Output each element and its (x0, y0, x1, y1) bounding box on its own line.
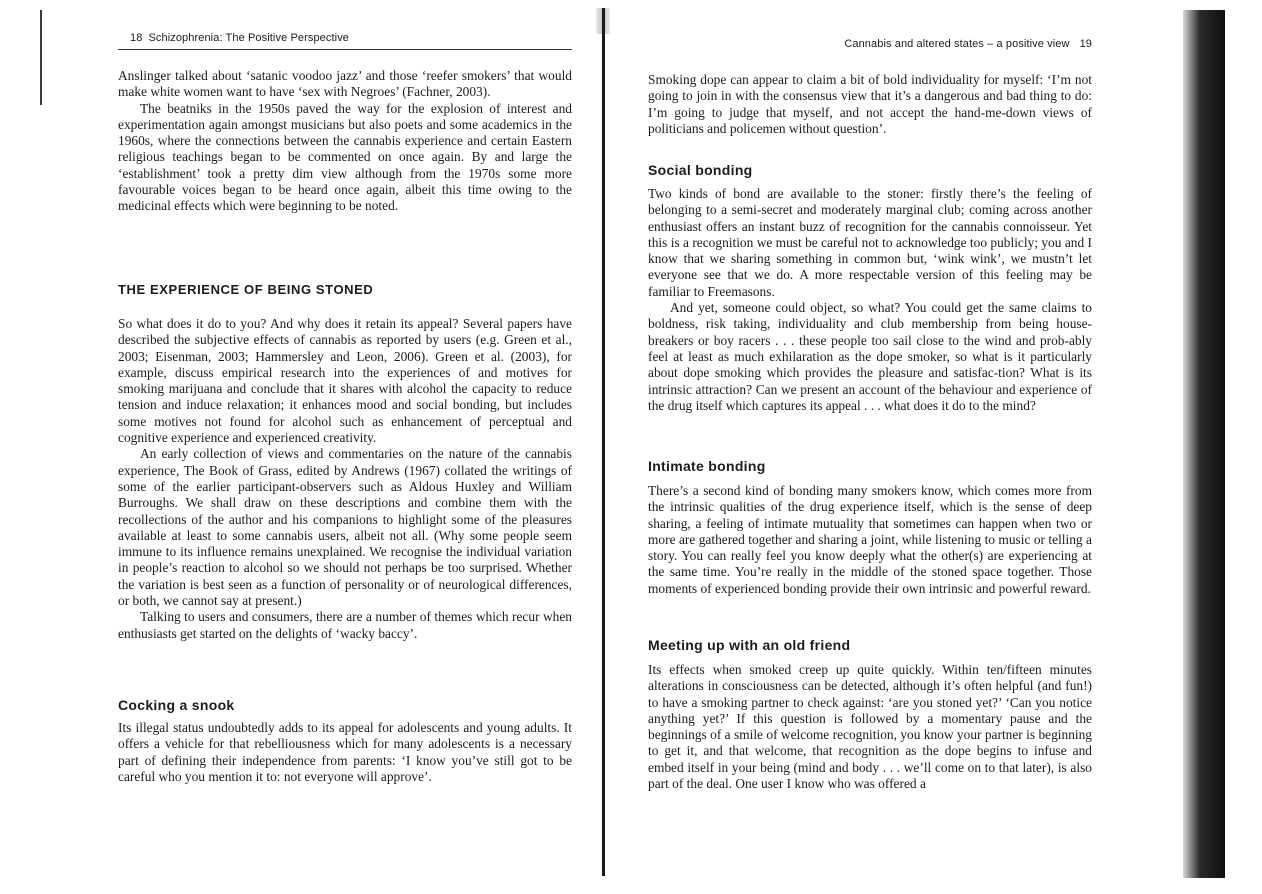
right-running-head (648, 38, 1092, 52)
friend-body (648, 662, 1092, 792)
friend-heading-block (648, 637, 1092, 653)
old-friend-heading: Meeting up with an old friend (648, 637, 851, 653)
paragraph: An early collection of views and commentaries on the nature of the cannabis experience, The Book of Grass, edited by Andrews (1967) collated the writings of some of the earlier participant-observers such as Aldous Huxley and William Burroughs. We shall draw on these descriptions and combine them with the recollections of the author and his companions to highlight some of the pleasures available at least to some cannabis users, albeit not all. (Why some people seem immune to its influence remains unexplained. We recognise the individual variation in people’s reaction to alcohol so we should not perhaps be too surprised. Whether the variation is best seen as a function of personality or of neurological differences, or both, we cannot say at present.) (118, 446, 572, 609)
subsection-heading-block (118, 697, 572, 713)
left-section-body (118, 316, 572, 642)
right-page (648, 38, 1092, 792)
paragraph: Two kinds of bond are available to the stoner: firstly there’s the feeling of belonging to a semi-secret and moderately marginal club; coming across another enthusiast offers an instant buzz of recognition for the cannabis connoisseur. Yet this is a recognition we must be careful not to acknowledge too publicly; you and I know that we sharing something in common but, ‘wink wink’, we mustn’t let everyone see that we do. A more respectable version of this feeling may be familiar to Freemasons. (648, 186, 1092, 299)
paragraph: The beatniks in the 1950s paved the way for the explosion of interest and experimentation again amongst musicians but also poets and some academics in the 1960s, where the connections between the cannabis experience and certain Eastern religious teachings began to be commented on once again. By and large the ‘establishment’ took a pretty dim view although from the 1970s some more favourable voices began to be heard once again, albeit this time owing to the medicinal effects which were beginning to be noted. (118, 100, 572, 214)
section-heading: THE EXPERIENCE OF BEING STONED (118, 282, 374, 297)
paragraph: There’s a second kind of bonding many smokers know, which comes more from the intrinsic qualities of the drug experience itself, which is the sense of deep sharing, a feeling of intimate mutuality that sometimes can happen when two or more are gathered together and sharing a joint, while listening to music or telling a story. You can really feel you know deeply what the other(s) are experiencing at the same time. You’re really in the middle of the stoned space together. Those moments of experienced bonding provide their own intrinsic and powerful reward. (648, 483, 1092, 596)
book-spine (602, 8, 605, 876)
intimate-body (648, 483, 1092, 597)
left-page-number: 18 (130, 32, 143, 44)
intimate-bonding-heading: Intimate bonding (648, 458, 766, 474)
paragraph: Talking to users and consumers, there are a number of themes which recur when enthusiasts get started on the delights of ‘wacky baccy’. (118, 609, 572, 641)
paragraph: And yet, someone could object, so what? You could get the same claims to boldness, risk taking, individuality and club membership from being house-breakers or boy racers . . . these people too sail close to the wind and prob-ably feel at least as much exhilaration as the dope smoker, so what is it particularly about dope smoking which provides the pleasure and satisfac-tion? What is its intrinsic attraction? Can we present an account of the behaviour and experience of the drug itself which captures its appeal . . . what does it do to the mind? (648, 300, 1092, 413)
paragraph: Its effects when smoked creep up quite quickly. Within ten/fifteen minutes alterations in consciousness can be detected, although it’s often helpful (and fun!) to have a smoking partner to check against: ‘are you stoned yet?’ ‘Can you notice anything yet?’ If this question is followed by a momentary pause and the beginnings of a smile of welcome recognition, you know your partner is beginning to get it, and that welcome, that recognition as the dope begins to infuse and embed itself in your being (mind and body . . . we’ll come on to that later), is also part of the deal. One user I know who was offered a (648, 662, 1092, 792)
social-bonding-heading: Social bonding (648, 162, 753, 178)
social-heading-block (648, 162, 1092, 178)
social-body (648, 186, 1092, 414)
scan-edge-right (1183, 10, 1225, 878)
right-page-number: 19 (1079, 38, 1092, 50)
section-heading-block (118, 282, 572, 297)
right-running-head-title: Cannabis and altered states – a positive view (844, 38, 1070, 50)
left-running-head (118, 32, 572, 50)
paragraph: Anslinger talked about ‘satanic voodoo jazz’ and those ‘reefer smokers’ that would make white women want to have ‘sex with Negroes’ (Fachner, 2003). (118, 68, 572, 100)
scan-edge-left (40, 10, 42, 105)
paragraph: Its illegal status undoubtedly adds to its appeal for adolescents and young adults. It offers a vehicle for that rebelliousness which for many adolescents is a necessary part of defining their independence from parents: ‘I know you’ve still got to be careful who you mention it to: not everyone will approve’. (118, 720, 572, 784)
paragraph: Smoking dope can appear to claim a bit of bold individuality for myself: ‘I’m not going to join in with the consensus view that it’s a dangerous and bad thing to do: I’m going to judge that myself, and not accept the hand-me-down views of politicians and policemen without question’. (648, 72, 1092, 136)
left-running-head-title: Schizophrenia: The Positive Perspective (148, 32, 350, 44)
left-subsection-body (118, 720, 572, 785)
intimate-heading-block (648, 458, 1092, 474)
paragraph: So what does it do to you? And why does it retain its appeal? Several papers have described the subjective effects of cannabis as reported by users (e.g. Green et al., 2003; Eisenman, 2003; Hammersley and Leon, 2006). Green et al. (2003), for example, discuss empirical research into the experiences of and motives for smoking marijuana and conclude that it shares with alcohol the capacity to reduce tension and induce relaxation; it enhances mood and social bonding, but includes some motives not found for alcohol such as enhancement of perceptual and cognitive experience and experienced creativity. (118, 316, 572, 446)
left-intro (118, 68, 572, 215)
left-page (118, 32, 572, 784)
right-opening (648, 72, 1092, 137)
subsection-heading: Cocking a snook (118, 697, 235, 713)
